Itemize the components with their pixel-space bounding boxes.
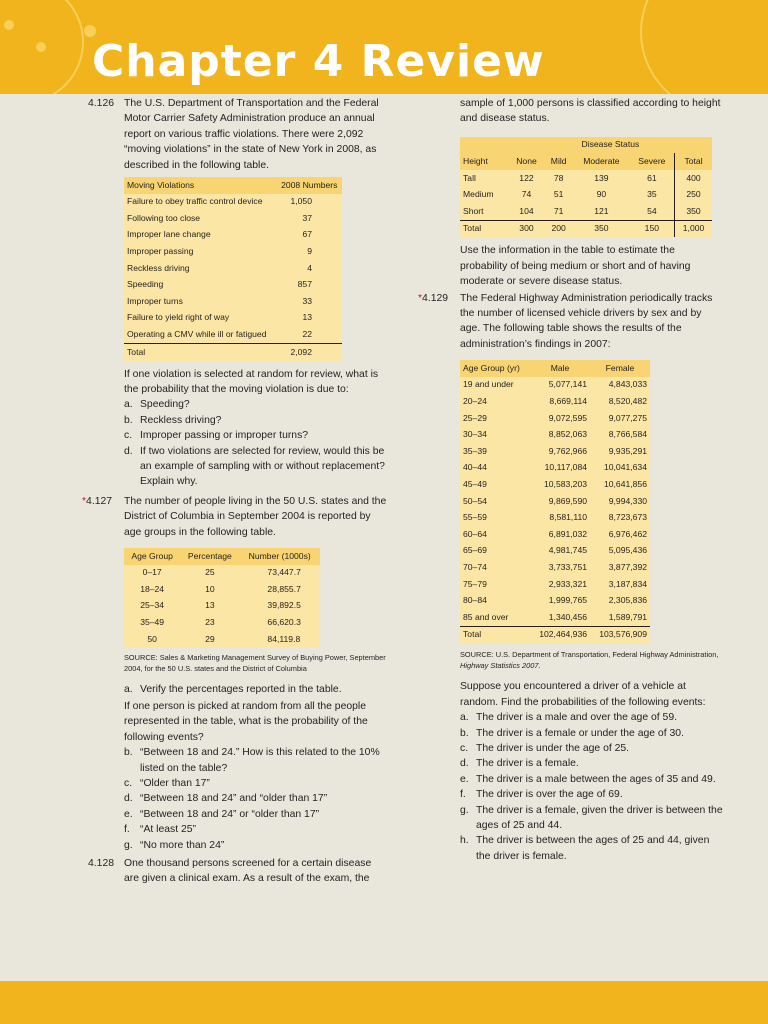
table-cell: 54: [630, 203, 675, 220]
table-header: Moving Violations: [127, 179, 195, 190]
table-row: [124, 194, 342, 211]
list-item: [124, 428, 388, 443]
table-row: [460, 576, 650, 593]
question-text: Suppose you encountered a driver of a vehicle at random. Find the probabilities of the following events:: [460, 681, 706, 708]
list-item: [460, 803, 724, 834]
table-cell: 35–39: [463, 445, 487, 456]
list-item: [124, 745, 388, 776]
table-cell: 3,733,751: [548, 561, 588, 572]
problem-text: The Federal Highway Administration periodically tracks the number of licensed vehicle drivers by sex and by age. The following table shows the results of the administration’s findings in 2007:: [460, 292, 713, 350]
table-cell: 4,981,745: [548, 545, 588, 556]
left-column: [82, 96, 388, 887]
table-header: Number (1000s): [248, 550, 311, 561]
problem-number: 4.128: [88, 858, 115, 870]
table-cell: 25: [205, 567, 215, 578]
table-row: [460, 460, 650, 477]
table-cell: 250: [675, 187, 712, 204]
table-cell: 5,077,141: [548, 379, 588, 390]
decorative-circle: [640, 0, 768, 94]
item-label: h.: [460, 835, 469, 847]
table-total-label: Total: [124, 343, 277, 360]
problem-number: *4.127: [82, 495, 113, 507]
table-row: [460, 476, 650, 493]
table-source: SOURCE: U.S. Department of Transportation, Federal Highway Administration, Highway Statistics 2007.: [460, 650, 719, 671]
problem-4-127: [82, 494, 388, 540]
problem-4-129: [418, 291, 724, 353]
table-row: [460, 170, 712, 187]
list-item: [460, 726, 724, 741]
item-label: d.: [460, 758, 469, 770]
question-text: If one violation is selected at random for review, what is the probability that the moving violation is due to:: [124, 368, 379, 395]
table-total-label: Total: [460, 626, 530, 643]
chapter-title: Chapter 4 Review: [92, 36, 545, 87]
table-cell: 9,869,590: [548, 495, 588, 506]
table-header: Mild: [550, 156, 567, 166]
item-label: e.: [124, 808, 133, 820]
table-header: Male: [550, 362, 570, 373]
table-cell: 60–64: [463, 528, 487, 539]
table-row: [124, 565, 320, 582]
list-item: [460, 833, 724, 864]
item-label: b.: [124, 747, 133, 759]
item-label: g.: [460, 804, 469, 816]
table-row: [124, 614, 320, 631]
table-body: [124, 194, 342, 344]
table-cell: 104: [509, 203, 544, 220]
table-header: None: [516, 156, 537, 166]
table-total-value: 150: [644, 223, 660, 234]
problem-number: *4.129: [418, 292, 449, 304]
table-cell: 350: [675, 203, 712, 220]
table-cell: 10: [205, 583, 215, 594]
page-footer-band: [0, 981, 768, 1024]
table-cell: 8,723,673: [608, 512, 647, 523]
table-cell: 66,620.3: [267, 617, 301, 627]
table-row: [124, 310, 342, 327]
table-cell: 2,305,836: [608, 595, 647, 606]
table-cell: 9,994,330: [608, 495, 647, 506]
table-cell: Failure to obey traffic control device: [127, 196, 263, 207]
table-cell: 84,119.8: [267, 633, 301, 644]
item-label: a.: [460, 712, 469, 724]
table-cell: 50–54: [463, 495, 487, 506]
item-label: f.: [124, 824, 130, 836]
disease-status-table: [460, 137, 712, 238]
right-column: [418, 96, 724, 864]
table-cell: 9,935,291: [608, 445, 647, 456]
item-label: e.: [460, 773, 469, 785]
item-label: c.: [460, 742, 469, 754]
table-cell: 80–84: [463, 595, 487, 606]
item-label: f.: [460, 789, 466, 801]
table-cell: 8,669,114: [549, 396, 588, 406]
item-label: c.: [124, 778, 133, 790]
table-cell: 22: [277, 326, 342, 343]
table-cell: 71: [544, 203, 573, 220]
table-cell: 6,891,032: [548, 528, 588, 539]
item-text: Speeding?: [140, 399, 190, 411]
table-total-value: 350: [594, 223, 609, 234]
table-row: [460, 203, 712, 220]
table-row: [124, 227, 342, 244]
table-cell: Short: [460, 203, 509, 220]
problem-text: One thousand persons screened for a certain disease are given a clinical exam. As a result of the exam, the: [124, 858, 372, 885]
table-row: [124, 210, 342, 227]
item-text: Reckless driving?: [140, 414, 222, 426]
table-total-value: 2,092: [277, 343, 342, 360]
item-label: d.: [124, 445, 133, 457]
item-text: If two violations are selected for review, would this be an example of sampling with or without replacement? Explain why.: [140, 445, 385, 488]
problem-text: The U.S. Department of Transportation and the Federal Motor Carrier Safety Administration produce an annual report on various traffic violations. There were 2,092 “moving violations” in the state of New York in 2008, as described in the following table.: [124, 98, 379, 171]
table-cell: 6,976,462: [608, 528, 647, 539]
table-row: [460, 593, 650, 610]
table-cell: 9: [307, 246, 312, 256]
item-text: The driver is under the age of 25.: [476, 742, 630, 754]
table-cell: 1,589,791: [608, 611, 647, 622]
table-cell: 4: [307, 262, 312, 273]
table-cell: 121: [573, 203, 629, 220]
table-row: [460, 526, 650, 543]
table-cell: Speeding: [127, 279, 164, 290]
table-cell: 2,933,321: [548, 578, 588, 589]
table-total-value: 200: [551, 223, 566, 234]
table-cell: 28,855.7: [267, 583, 301, 594]
table-cell: 10,117,084: [544, 462, 588, 473]
list-item: [460, 710, 724, 725]
table-cell: 45–49: [463, 478, 487, 489]
table-header: Severe: [638, 156, 666, 166]
item-text: The driver is a female or under the age of 30.: [476, 727, 684, 739]
table-row: [124, 260, 342, 277]
item-list: [88, 397, 388, 489]
item-text: “No more than 24”: [140, 839, 225, 851]
table-cell: 8,766,584: [608, 429, 647, 440]
table-cell: 13: [302, 312, 312, 323]
list-item: [460, 741, 724, 756]
table-cell: 3,877,392: [608, 561, 647, 572]
list-item: [124, 413, 388, 428]
licensed-drivers-table: [460, 360, 650, 643]
problem-number: 4.126: [88, 98, 115, 109]
item-label: d.: [124, 793, 133, 805]
table-cell: 67: [302, 229, 312, 240]
item-text: “Between 18 and 24” or “older than 17”: [140, 808, 320, 820]
table-cell: 10,641,856: [603, 478, 647, 489]
item-text: The driver is a female, given the driver is between the ages of 25 and 44.: [476, 804, 723, 831]
problem-continued-text: sample of 1,000 persons is classified according to height and disease status.: [460, 98, 721, 125]
list-item: [124, 822, 388, 837]
decorative-dot: [36, 42, 46, 52]
table-cell: 13: [205, 600, 215, 611]
table-row: [460, 543, 650, 560]
table-cell: 18–24: [140, 583, 165, 594]
item-text: The driver is a female.: [476, 758, 579, 770]
chapter-header-banner: [0, 0, 768, 94]
table-cell: 35–49: [140, 617, 165, 627]
table-cell: 23: [205, 617, 215, 627]
list-item: [124, 807, 388, 822]
question-text: If one person is picked at random from all the people represented in the table, what is the probability of the following events?: [124, 701, 368, 743]
table-source: SOURCE: Sales & Marketing Management Survey of Buying Power, September 2004, for the 50 U.S. states and the District of Columbia: [124, 652, 386, 673]
table-caption: Disease Status: [581, 139, 640, 150]
table-cell: 3,187,834: [608, 578, 647, 589]
item-text: The driver is over the age of 69.: [476, 789, 623, 801]
table-cell: Operating a CMV while ill or fatigued: [124, 326, 277, 343]
table-cell: 25–29: [463, 412, 487, 423]
table-cell: 65–69: [463, 545, 487, 556]
table-row: [124, 631, 320, 648]
table-cell: 40–44: [463, 462, 487, 473]
table-cell: 9,077,275: [608, 412, 647, 423]
table-cell: 0–17: [142, 567, 162, 578]
table-cell: 19 and under: [463, 379, 514, 390]
table-cell: 29: [205, 633, 215, 644]
problem-text: The number of people living in the 50 U.S. states and the District of Columbia in September 2004 is reported by age groups in the following table.: [124, 495, 387, 538]
table-cell: 122: [519, 172, 534, 183]
table-cell: 20–24: [463, 396, 487, 406]
item-label: b.: [460, 727, 469, 739]
table-cell: Reckless driving: [127, 262, 190, 273]
item-label: a.: [124, 399, 133, 411]
table-row: [124, 598, 320, 615]
table-cell: 10,583,203: [544, 478, 588, 489]
item-list: [88, 745, 388, 853]
table-row: [460, 427, 650, 444]
table-cell: 139: [594, 172, 609, 183]
item-label: c.: [124, 430, 133, 442]
table-cell: 9,072,595: [548, 412, 588, 423]
decorative-dot: [4, 20, 14, 30]
list-item: [124, 776, 388, 791]
table-row: [124, 293, 342, 310]
table-cell: 61: [647, 172, 657, 183]
table-cell: 857: [297, 279, 312, 290]
list-item: [124, 444, 388, 490]
table-header: Moderate: [583, 156, 620, 166]
table-cell: 1,999,765: [548, 595, 588, 606]
item-text: “Between 18 and 24.” How is this related to the 10% listed on the table?: [140, 747, 380, 774]
table-total-value: 1,000: [675, 220, 712, 237]
table-cell: 25–34: [140, 600, 165, 611]
table-cell: Improper turns: [127, 295, 183, 306]
table-cell: 1,340,456: [548, 611, 588, 622]
table-total-value: 103,576,909: [590, 626, 650, 643]
table-cell: Improper lane change: [127, 229, 211, 240]
list-item: [124, 838, 388, 853]
table-row: [124, 326, 342, 343]
table-cell: 8,520,482: [608, 396, 647, 406]
moving-violations-table: [124, 177, 342, 361]
table-cell: 70–74: [463, 561, 487, 572]
table-cell: 1,050: [290, 196, 312, 207]
item-label: g.: [124, 839, 133, 851]
table-cell: 33: [302, 295, 312, 306]
table-row: [460, 187, 712, 204]
table-total-value: 300: [519, 223, 534, 234]
table-cell: Improper passing: [127, 246, 194, 256]
table-header: Height: [463, 156, 488, 166]
table-row: [124, 581, 320, 598]
list-item: [124, 791, 388, 806]
table-row: [460, 559, 650, 576]
table-cell: 35: [647, 189, 657, 200]
table-cell: Medium: [463, 189, 494, 200]
table-cell: 55–59: [463, 512, 487, 523]
item-text: Improper passing or improper turns?: [140, 430, 309, 442]
table-row: [460, 393, 650, 410]
table-row: [460, 443, 650, 460]
table-cell: 90: [596, 189, 607, 200]
table-row: [460, 410, 650, 427]
table-row: [124, 277, 342, 294]
item-text: The driver is a male and over the age of 59.: [476, 712, 677, 724]
table-body: [124, 565, 320, 648]
table-cell: 8,581,110: [549, 512, 588, 523]
table-cell: 5,095,436: [608, 545, 647, 556]
table-cell: Failure to yield right of way: [127, 312, 230, 323]
table-header: Female: [605, 362, 635, 373]
table-cell: 39,892.5: [267, 600, 301, 611]
table-row: [124, 243, 342, 260]
problem-4-128: [88, 856, 388, 887]
table-body: [460, 377, 650, 626]
table-cell: 400: [675, 170, 712, 187]
table-cell: 51: [553, 189, 564, 200]
table-cell: 85 and over: [463, 611, 509, 622]
item-text: The driver is between the ages of 25 and 44, given the driver is female.: [476, 835, 710, 862]
table-cell: 4,843,033: [608, 379, 647, 390]
table-row: [460, 609, 650, 626]
table-cell: 78: [553, 172, 564, 183]
table-header: 2008 Numbers: [281, 179, 338, 190]
item-text: “At least 25”: [140, 824, 197, 836]
table-cell: 74: [521, 189, 532, 200]
problem-4-126: [88, 96, 388, 173]
list-item: [460, 756, 724, 771]
table-cell: 30–34: [463, 429, 487, 440]
table-cell: 37: [302, 212, 312, 223]
table-row: [460, 510, 650, 527]
table-header: Age Group: [131, 550, 173, 561]
item-text: The driver is a male between the ages of 35 and 49.: [476, 773, 716, 785]
table-cell: 73,447.7: [267, 567, 301, 578]
table-cell: 50: [147, 633, 157, 644]
table-header: Total: [675, 153, 712, 170]
age-group-table: [124, 548, 320, 648]
table-row: [460, 377, 650, 394]
item-text: “Older than 17”: [140, 778, 210, 790]
item-label: b.: [124, 414, 133, 426]
table-row: [460, 493, 650, 510]
list-item: a. Verify the percentages reported in the table.: [124, 683, 342, 695]
list-item: [460, 772, 724, 787]
table-cell: Tall: [463, 172, 476, 183]
table-body: [460, 170, 712, 220]
table-header: Age Group (yr): [463, 362, 520, 373]
question-text: Use the information in the table to estimate the probability of being medium or short and of having moderate or severe disease status.: [460, 245, 691, 288]
item-text: “Between 18 and 24” and “older than 17”: [140, 793, 328, 805]
item-list: [424, 710, 724, 864]
list-item: [460, 787, 724, 802]
table-total-label: Total: [463, 223, 482, 234]
table-cell: 75–79: [463, 578, 487, 589]
list-item: [124, 397, 388, 412]
table-cell: 9,762,966: [548, 445, 588, 456]
table-cell: 8,852,063: [548, 429, 588, 440]
table-header: Percentage: [187, 550, 232, 561]
table-cell: 10,041,634: [603, 462, 647, 473]
table-total-value: 102,464,936: [530, 626, 590, 643]
table-cell: Following too close: [127, 212, 201, 223]
